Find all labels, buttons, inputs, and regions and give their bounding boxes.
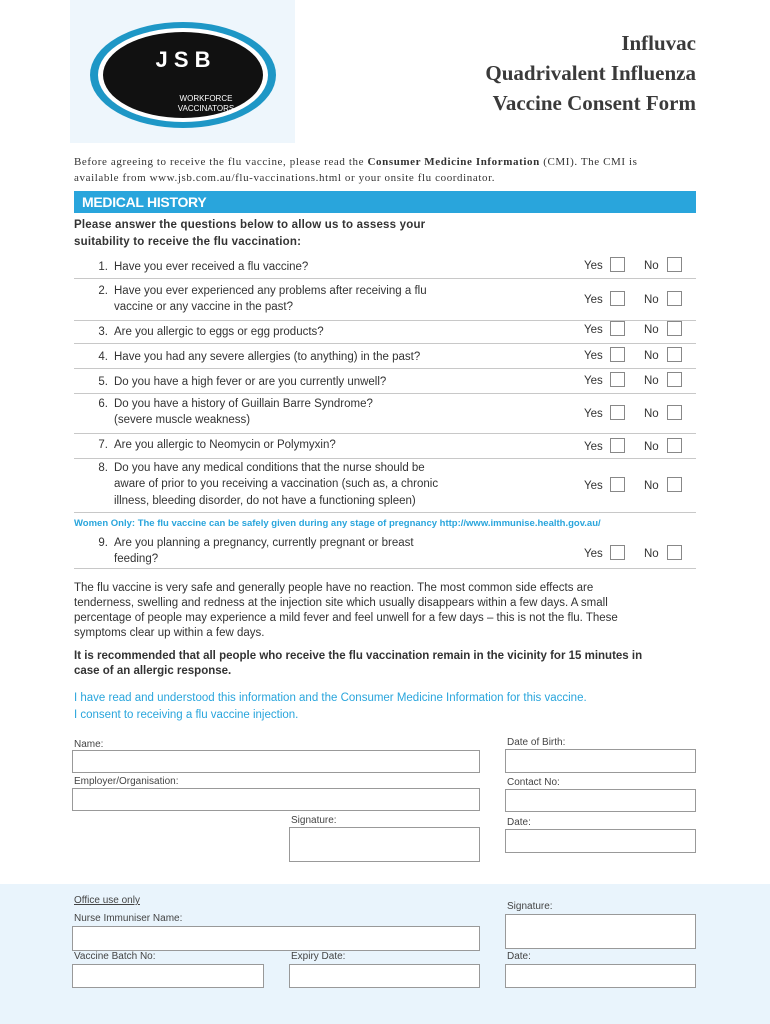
- yes-checkbox[interactable]: [610, 257, 625, 272]
- no-label: No: [644, 480, 659, 492]
- title-line-1: Influvac: [621, 31, 696, 55]
- question-text: Do you have a high fever or are you currently unwell?: [114, 376, 387, 388]
- title-line-3: Vaccine Consent Form: [492, 91, 696, 115]
- lead-text: [74, 217, 504, 251]
- yes-checkbox[interactable]: [610, 372, 625, 387]
- contact-label: Contact No:: [507, 777, 560, 788]
- consent-line: I consent to receiving a flu vaccine injection.: [74, 709, 299, 721]
- logo-line1: WORKFORCE: [179, 94, 233, 103]
- no-checkbox[interactable]: [667, 438, 682, 453]
- no-checkbox[interactable]: [667, 291, 682, 306]
- question-number: 6.: [98, 398, 108, 410]
- office-date-field[interactable]: [505, 964, 696, 988]
- no-label: No: [644, 441, 659, 453]
- yes-label: Yes: [584, 260, 603, 272]
- question-text: Do you have a history of Guillain Barre Syndrome?: [114, 398, 373, 410]
- no-label: No: [644, 350, 659, 362]
- no-label: No: [644, 294, 659, 306]
- recommend-line: It is recommended that all people who receive the flu vaccination remain in the vicinity for 15 minutes in: [74, 650, 643, 662]
- no-checkbox[interactable]: [667, 405, 682, 420]
- nurse-name-field[interactable]: [72, 926, 480, 951]
- question-row: [74, 346, 696, 369]
- question-number: 7.: [98, 439, 108, 451]
- side-effects-line: percentage of people may experience a mild fever and feel unwell for a few days – this is not the flu. These: [74, 612, 618, 624]
- question-row: [74, 371, 696, 394]
- logo: [70, 0, 295, 143]
- question-text: illness, bleeding disorder, do not have a functioning spleen): [114, 495, 416, 507]
- question-row: [74, 534, 696, 569]
- no-checkbox[interactable]: [667, 321, 682, 336]
- name-field[interactable]: [72, 750, 480, 773]
- yes-checkbox[interactable]: [610, 405, 625, 420]
- women-only-note: Women Only: The flu vaccine can be safely given during any stage of pregnancy http://www.immunise.health.gov.au/: [74, 518, 601, 529]
- question-row: [74, 460, 696, 513]
- employer-field[interactable]: [72, 788, 480, 811]
- intro-line-2: available from www.jsb.com.au/flu-vaccinations.html or your onsite flu coordinator.: [74, 172, 496, 184]
- yes-label: Yes: [584, 294, 603, 306]
- question-text: Have you ever received a flu vaccine?: [114, 261, 309, 273]
- date-label: Date:: [507, 817, 531, 828]
- yes-checkbox[interactable]: [610, 438, 625, 453]
- expiry-field[interactable]: [289, 964, 480, 988]
- intro-text: [74, 154, 694, 186]
- question-text: (severe muscle weakness): [114, 414, 251, 426]
- signature-label: Signature:: [291, 815, 337, 826]
- intro-part-1: Before agreeing to receive the flu vaccine, please read the: [74, 156, 368, 168]
- question-number: 8.: [98, 462, 108, 474]
- yes-checkbox[interactable]: [610, 347, 625, 362]
- yes-label: Yes: [584, 408, 603, 420]
- employer-label: Employer/Organisation:: [74, 776, 179, 787]
- side-effects-line: symptoms clear up within a few days.: [74, 627, 265, 639]
- no-label: No: [644, 375, 659, 387]
- yes-label: Yes: [584, 324, 603, 336]
- dob-label: Date of Birth:: [507, 737, 566, 748]
- no-label: No: [644, 324, 659, 336]
- question-text: aware of prior to you receiving a vaccination (such as, a chronic: [114, 478, 439, 490]
- intro-part-2: (CMI). The CMI is: [539, 156, 638, 168]
- question-row: [74, 321, 696, 344]
- no-checkbox[interactable]: [667, 347, 682, 362]
- expiry-label: Expiry Date:: [291, 951, 346, 962]
- side-effects-paragraph: [74, 581, 694, 641]
- question-text: feeding?: [114, 553, 159, 565]
- no-label: No: [644, 408, 659, 420]
- consent-statement: [74, 690, 694, 724]
- question-row: [74, 282, 696, 321]
- office-signature-field[interactable]: [505, 914, 696, 949]
- office-signature-label: Signature:: [507, 901, 553, 912]
- recommend-paragraph: [74, 649, 694, 679]
- no-checkbox[interactable]: [667, 372, 682, 387]
- intro-bold: Consumer Medicine Information: [367, 156, 540, 168]
- yes-label: Yes: [584, 441, 603, 453]
- nurse-name-label: Nurse Immuniser Name:: [74, 913, 183, 924]
- no-checkbox[interactable]: [667, 477, 682, 492]
- question-text: Are you planning a pregnancy, currently pregnant or breast: [114, 537, 414, 549]
- yes-checkbox[interactable]: [610, 321, 625, 336]
- yes-label: Yes: [584, 480, 603, 492]
- yes-label: Yes: [584, 548, 603, 560]
- question-text: Have you ever experienced any problems after receiving a flu: [114, 285, 427, 297]
- office-use-heading: Office use only: [74, 895, 140, 906]
- batch-field[interactable]: [72, 964, 264, 988]
- recommend-line: case of an allergic response.: [74, 665, 232, 677]
- question-text: Have you had any severe allergies (to anything) in the past?: [114, 351, 421, 363]
- question-text: Are you allergic to eggs or egg products?: [114, 326, 324, 338]
- consent-line: I have read and understood this information and the Consumer Medicine Information for this vaccine.: [74, 692, 587, 704]
- lead-line-2: suitability to receive the flu vaccination:: [74, 236, 302, 248]
- question-row: [74, 396, 696, 434]
- side-effects-line: tenderness, swelling and redness at the injection site which usually disappears within a few days. A small: [74, 597, 608, 609]
- name-label: Name:: [74, 739, 104, 750]
- title-line-2: Quadrivalent Influenza: [485, 61, 696, 85]
- question-number: 4.: [98, 351, 108, 363]
- question-row: [74, 436, 696, 459]
- office-date-label: Date:: [507, 951, 531, 962]
- question-number: 2.: [98, 285, 108, 297]
- signature-field[interactable]: [289, 827, 480, 862]
- date-field[interactable]: [505, 829, 696, 853]
- jsb-logo-icon: [88, 20, 278, 130]
- section-header-medical-history: MEDICAL HISTORY: [74, 191, 696, 213]
- yes-checkbox[interactable]: [610, 477, 625, 492]
- yes-label: Yes: [584, 350, 603, 362]
- question-number: 5.: [98, 376, 108, 388]
- side-effects-line: The flu vaccine is very safe and generally people have no reaction. The most common side effects are: [74, 582, 594, 594]
- page-title: [485, 28, 696, 118]
- dob-field[interactable]: [505, 749, 696, 773]
- no-label: No: [644, 548, 659, 560]
- question-number: 3.: [98, 326, 108, 338]
- question-text: vaccine or any vaccine in the past?: [114, 301, 293, 313]
- question-number: 1.: [98, 261, 108, 273]
- contact-field[interactable]: [505, 789, 696, 812]
- no-label: No: [644, 260, 659, 272]
- lead-line-1: Please answer the questions below to allow us to assess your: [74, 219, 426, 231]
- question-text: Do you have any medical conditions that the nurse should be: [114, 462, 425, 474]
- logo-line2: VACCINATORS: [177, 104, 235, 113]
- logo-initials: J S B: [155, 47, 211, 72]
- question-text: Are you allergic to Neomycin or Polymyxin?: [114, 439, 336, 451]
- yes-checkbox[interactable]: [610, 545, 625, 560]
- no-checkbox[interactable]: [667, 545, 682, 560]
- yes-checkbox[interactable]: [610, 291, 625, 306]
- yes-label: Yes: [584, 375, 603, 387]
- question-row: [74, 256, 696, 279]
- question-number: 9.: [98, 537, 108, 549]
- batch-label: Vaccine Batch No:: [74, 951, 156, 962]
- no-checkbox[interactable]: [667, 257, 682, 272]
